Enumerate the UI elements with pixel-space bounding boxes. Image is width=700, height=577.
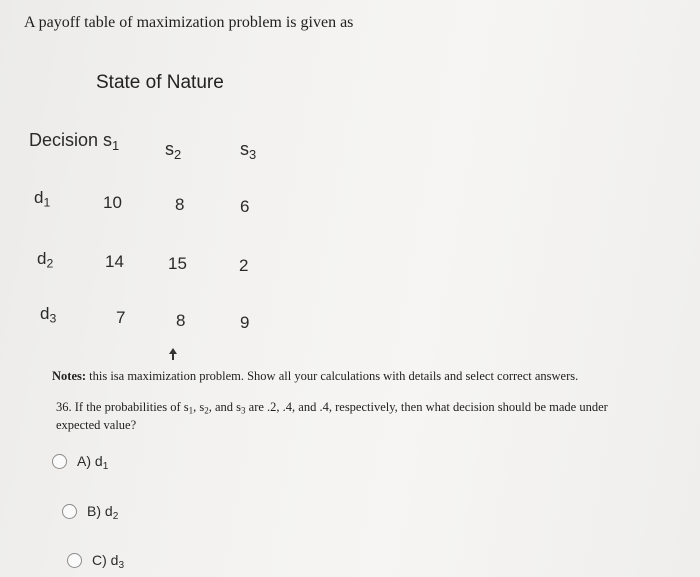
decision-label: Decision xyxy=(29,130,99,150)
table-cell: 8 xyxy=(176,311,186,330)
answer-option-b[interactable] xyxy=(62,503,119,523)
table-cell: 7 xyxy=(116,308,126,327)
table-cell: 10 xyxy=(103,193,122,212)
table-cell: 6 xyxy=(240,197,250,216)
table-cell: 14 xyxy=(105,252,124,271)
mouse-cursor-icon xyxy=(168,348,178,362)
state-of-nature-header: State of Nature xyxy=(96,72,224,93)
notes-body: this isa maximization problem. Show all your calculations with details and select correct answers. xyxy=(89,369,579,383)
column-header-s1: $s_1$ xyxy=(103,130,120,153)
option-label: C) $d_3$ xyxy=(92,552,125,572)
table-cell: 2 xyxy=(239,256,249,275)
option-label: A) $d_1$ xyxy=(77,453,109,473)
question-text: 36. If the probabilities of $s_1$, $s_2$, and $s_3$ are .2, .4, and .4, respectively, then what decision should be made under expected value? xyxy=(56,400,608,432)
table-cell: 15 xyxy=(168,254,187,273)
row-label-d3: $d_3$ xyxy=(40,304,57,326)
notes-label: Notes: xyxy=(52,369,87,383)
option-label: B) $d_2$ xyxy=(87,503,119,523)
row-label-d2: $d_2$ xyxy=(37,249,54,271)
question-heading: A payoff table of maximization problem is given as xyxy=(24,14,354,31)
table-cell: 8 xyxy=(175,195,185,214)
radio-button[interactable] xyxy=(62,504,77,519)
answer-option-c[interactable] xyxy=(67,552,125,572)
column-header-s2: $s_2$ xyxy=(165,139,182,162)
table-cell: 9 xyxy=(240,313,250,332)
radio-button[interactable] xyxy=(52,454,67,469)
radio-button[interactable] xyxy=(67,553,82,568)
column-header-s3: $s_3$ xyxy=(240,139,257,162)
notes-text xyxy=(52,369,578,384)
answer-option-a[interactable] xyxy=(52,453,109,473)
decision-column-header xyxy=(29,130,119,151)
row-label-d1: $d_1$ xyxy=(34,188,51,210)
